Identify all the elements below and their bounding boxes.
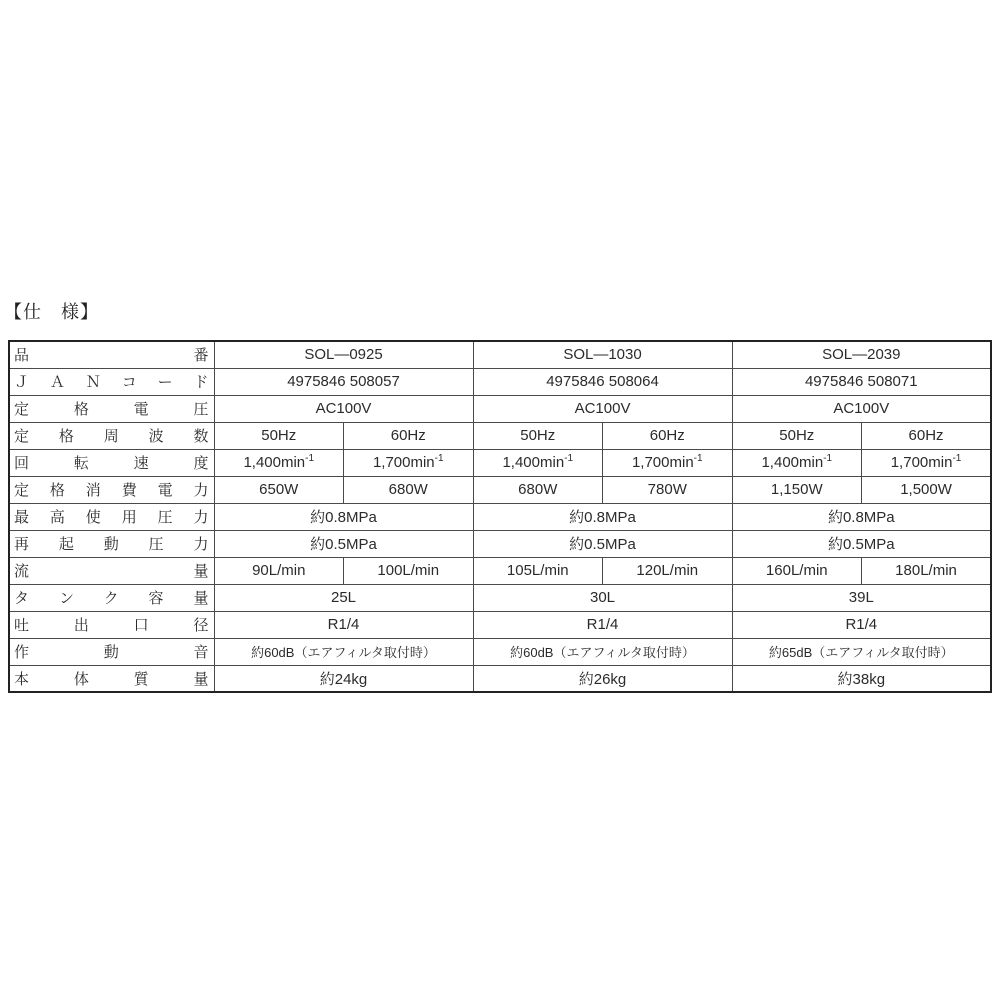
flow-50-sol-1030: 105L/min [473, 557, 603, 584]
label-tank: タンク容量 [9, 584, 214, 611]
voltage-sol-0925: AC100V [214, 395, 473, 422]
speed-60-sol-1030: $1,700\min^{-1}$ [603, 449, 733, 476]
row-power [9, 476, 991, 503]
speed-60-sol-0925: $1,700\min^{-1}$ [344, 449, 474, 476]
label-max-pressure: 最高使用圧力 [9, 503, 214, 530]
outlet-sol-1030: R1/4 [473, 611, 732, 638]
row-voltage [9, 395, 991, 422]
restart-pressure-sol-2039: 約0.5MPa [732, 530, 991, 557]
row-model [9, 341, 991, 368]
restart-pressure-sol-1030: 約0.5MPa [473, 530, 732, 557]
spec-section-title: 【仕 様】 [4, 302, 99, 322]
freq-50-sol-0925: 50Hz [214, 422, 344, 449]
spec-section [4, 298, 990, 693]
speed-50-sol-2039: $1,400\min^{-1}$ [732, 449, 862, 476]
row-jan [9, 368, 991, 395]
voltage-sol-1030: AC100V [473, 395, 732, 422]
jan-sol-1030: 4975846 508064 [473, 368, 732, 395]
freq-50-sol-1030: 50Hz [473, 422, 603, 449]
label-weight: 本体質量 [9, 665, 214, 692]
jan-sol-0925: 4975846 508057 [214, 368, 473, 395]
row-weight [9, 665, 991, 692]
tank-sol-1030: 30L [473, 584, 732, 611]
max-pressure-sol-0925: 約0.8MPa [214, 503, 473, 530]
label-speed: 回転速度 [9, 449, 214, 476]
noise-sol-2039: 約65dB（エアフィルタ取付時） [732, 638, 991, 665]
row-noise [9, 638, 991, 665]
tank-sol-0925: 25L [214, 584, 473, 611]
noise-sol-1030: 約60dB（エアフィルタ取付時） [473, 638, 732, 665]
speed-50-sol-1030: $1,400\min^{-1}$ [473, 449, 603, 476]
model-sol-1030: SOL—1030 [473, 341, 732, 368]
label-jan: ＪＡＮコード [9, 368, 214, 395]
row-outlet [9, 611, 991, 638]
row-max-pressure [9, 503, 991, 530]
power-60-sol-1030: 780W [603, 476, 733, 503]
flow-50-sol-0925: 90L/min [214, 557, 344, 584]
flow-50-sol-2039: 160L/min [732, 557, 862, 584]
spec-table [8, 340, 992, 693]
max-pressure-sol-1030: 約0.8MPa [473, 503, 732, 530]
model-sol-2039: SOL—2039 [732, 341, 991, 368]
row-speed [9, 449, 991, 476]
power-60-sol-2039: 1,500W [862, 476, 992, 503]
tank-sol-2039: 39L [732, 584, 991, 611]
freq-60-sol-2039: 60Hz [862, 422, 992, 449]
power-50-sol-1030: 680W [473, 476, 603, 503]
speed-60-sol-2039: $1,700\min^{-1}$ [862, 449, 992, 476]
freq-60-sol-1030: 60Hz [603, 422, 733, 449]
freq-60-sol-0925: 60Hz [344, 422, 474, 449]
weight-sol-2039: 約38kg [732, 665, 991, 692]
label-outlet: 吐出口径 [9, 611, 214, 638]
flow-60-sol-1030: 120L/min [603, 557, 733, 584]
row-restart-pressure [9, 530, 991, 557]
weight-sol-1030: 約26kg [473, 665, 732, 692]
row-tank [9, 584, 991, 611]
label-frequency: 定格周波数 [9, 422, 214, 449]
speed-50-sol-0925: $1,400\min^{-1}$ [214, 449, 344, 476]
label-power: 定格消費電力 [9, 476, 214, 503]
label-restart-pressure: 再起動圧力 [9, 530, 214, 557]
model-sol-0925: SOL—0925 [214, 341, 473, 368]
label-noise: 作動音 [9, 638, 214, 665]
row-flow [9, 557, 991, 584]
row-frequency [9, 422, 991, 449]
outlet-sol-0925: R1/4 [214, 611, 473, 638]
noise-sol-0925: 約60dB（エアフィルタ取付時） [214, 638, 473, 665]
label-model: 品番 [9, 341, 214, 368]
voltage-sol-2039: AC100V [732, 395, 991, 422]
weight-sol-0925: 約24kg [214, 665, 473, 692]
outlet-sol-2039: R1/4 [732, 611, 991, 638]
freq-50-sol-2039: 50Hz [732, 422, 862, 449]
max-pressure-sol-2039: 約0.8MPa [732, 503, 991, 530]
flow-60-sol-2039: 180L/min [862, 557, 992, 584]
power-50-sol-2039: 1,150W [732, 476, 862, 503]
label-voltage: 定格電圧 [9, 395, 214, 422]
jan-sol-2039: 4975846 508071 [732, 368, 991, 395]
flow-60-sol-0925: 100L/min [344, 557, 474, 584]
restart-pressure-sol-0925: 約0.5MPa [214, 530, 473, 557]
power-50-sol-0925: 650W [214, 476, 344, 503]
label-flow: 流量 [9, 557, 214, 584]
power-60-sol-0925: 680W [344, 476, 474, 503]
